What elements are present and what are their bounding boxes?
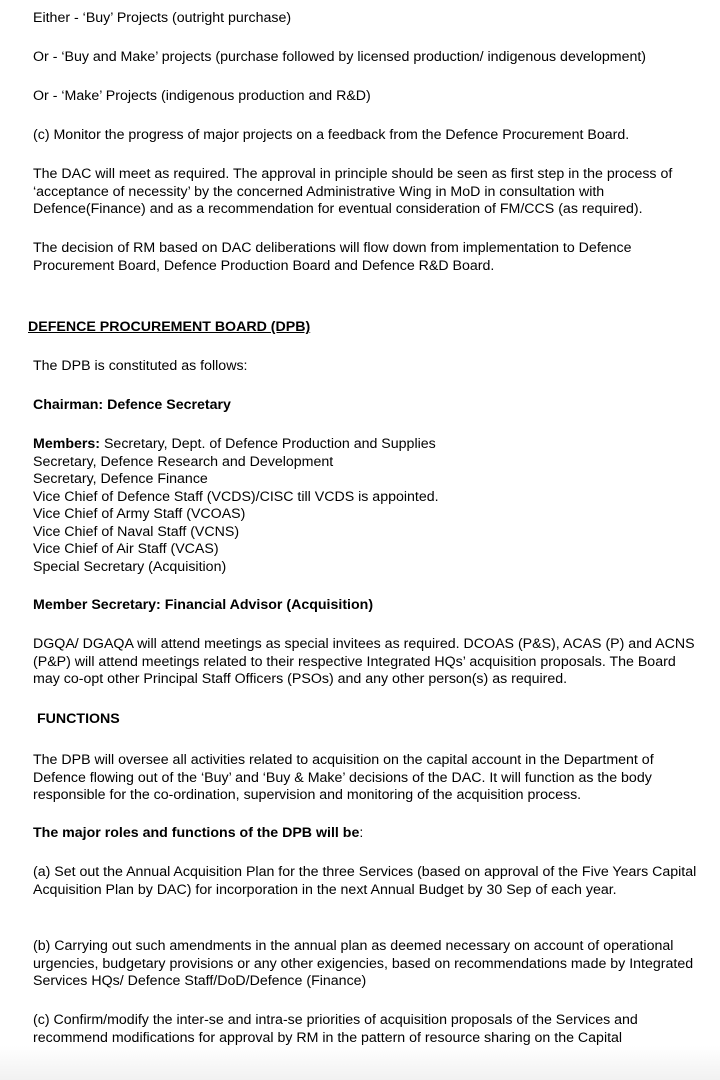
- dpb-members-list: [33, 436, 704, 576]
- member-line: [33, 436, 704, 454]
- member-line: Secretary, Defence Research and Development: [33, 453, 334, 470]
- functions-heading: FUNCTIONS: [37, 711, 120, 727]
- item-c-monitor: (c) Monitor the progress of major projects on a feedback from the Defence Procurement Board.: [33, 127, 630, 143]
- roles-heading-colon: :: [359, 825, 364, 841]
- roles-heading: [33, 825, 704, 843]
- member-line: Vice Chief of Army Staff (VCOAS): [33, 506, 246, 522]
- option-buy-and-make: Or - ‘Buy and Make’ projects (purchase followed by licensed production/ indigenous development): [33, 49, 647, 65]
- dpb-heading: DEFENCE PROCUREMENT BOARD (DPB): [28, 319, 311, 335]
- member-line: Vice Chief of Defence Staff (VCDS)/CISC till VCDS is appointed.: [33, 488, 439, 505]
- members-label: Members:: [33, 436, 101, 452]
- roles-heading-text: The major roles and functions of the DPB will be: [33, 825, 360, 841]
- member-line: Vice Chief of Air Staff (VCAS): [33, 541, 219, 557]
- member-line: Special Secretary (Acquisition): [33, 558, 227, 575]
- dac-meeting-paragraph: The DAC will meet as required. The approval in principle should be seen as first step in the process of ‘acceptance of necessity’ by the concerned Administrative Wing in MoD in consultation with Defence(Finance) and as a recommendation for eventual consideration of FM/CCS (as required).: [33, 166, 673, 217]
- dpb-constituted: The DPB is constituted as follows:: [33, 358, 248, 374]
- role-b: (b) Carrying out such amendments in the annual plan as deemed necessary on account of operational urgencies, budgetary provisions or any other exigencies, based on recommendations made by Integrated Services HQs/ Defence Staff/DoD/Defence (Finance): [33, 938, 694, 989]
- member-line: Secretary, Defence Finance: [33, 471, 208, 487]
- member-first: Secretary, Dept. of Defence Production and Supplies: [100, 436, 436, 452]
- dpb-member-secretary: Member Secretary: Financial Advisor (Acquisition): [33, 597, 374, 613]
- member-line: Vice Chief of Naval Staff (VCNS): [33, 523, 240, 540]
- dpb-chairman: Chairman: Defence Secretary: [33, 397, 231, 413]
- page-bottom-shadow: [0, 1046, 720, 1080]
- option-buy: Either - ‘Buy’ Projects (outright purchase): [33, 10, 292, 26]
- rm-decision-paragraph: The decision of RM based on DAC deliberations will flow down from implementation to Defence Procurement Board, Defence Production Board and Defence R&D Board.: [33, 240, 632, 274]
- special-invitees-paragraph: DGQA/ DGAQA will attend meetings as special invitees as required. DCOAS (P&S), ACAS (P) and ACNS (P&P) will attend meetings related to their respective Integrated HQs’ acquisition proposals. The Board may co-opt other Principal Staff Officers (PSOs) and any other person(s) as required.: [33, 636, 695, 687]
- dpb-oversee-paragraph: The DPB will oversee all activities related to acquisition on the capital account in the Department of Defence flowing out of the ‘Buy’ and ‘Buy & Make’ decisions of the DAC. It will function as the body responsible for the co-ordination, supervision and monitoring of the acquisition process.: [33, 752, 654, 803]
- option-make: Or - ‘Make’ Projects (indigenous production and R&D): [33, 88, 371, 104]
- role-a: (a) Set out the Annual Acquisition Plan for the three Services (based on approval of the Five Years Capital Acquisition Plan by DAC) for incorporation in the next Annual Budget by 30 Sep of each year.: [33, 864, 697, 898]
- role-c: (c) Confirm/modify the inter-se and intra-se priorities of acquisition proposals of the Services and recommend modifications for approval by RM in the pattern of resource sharing on the Capital: [33, 1012, 638, 1046]
